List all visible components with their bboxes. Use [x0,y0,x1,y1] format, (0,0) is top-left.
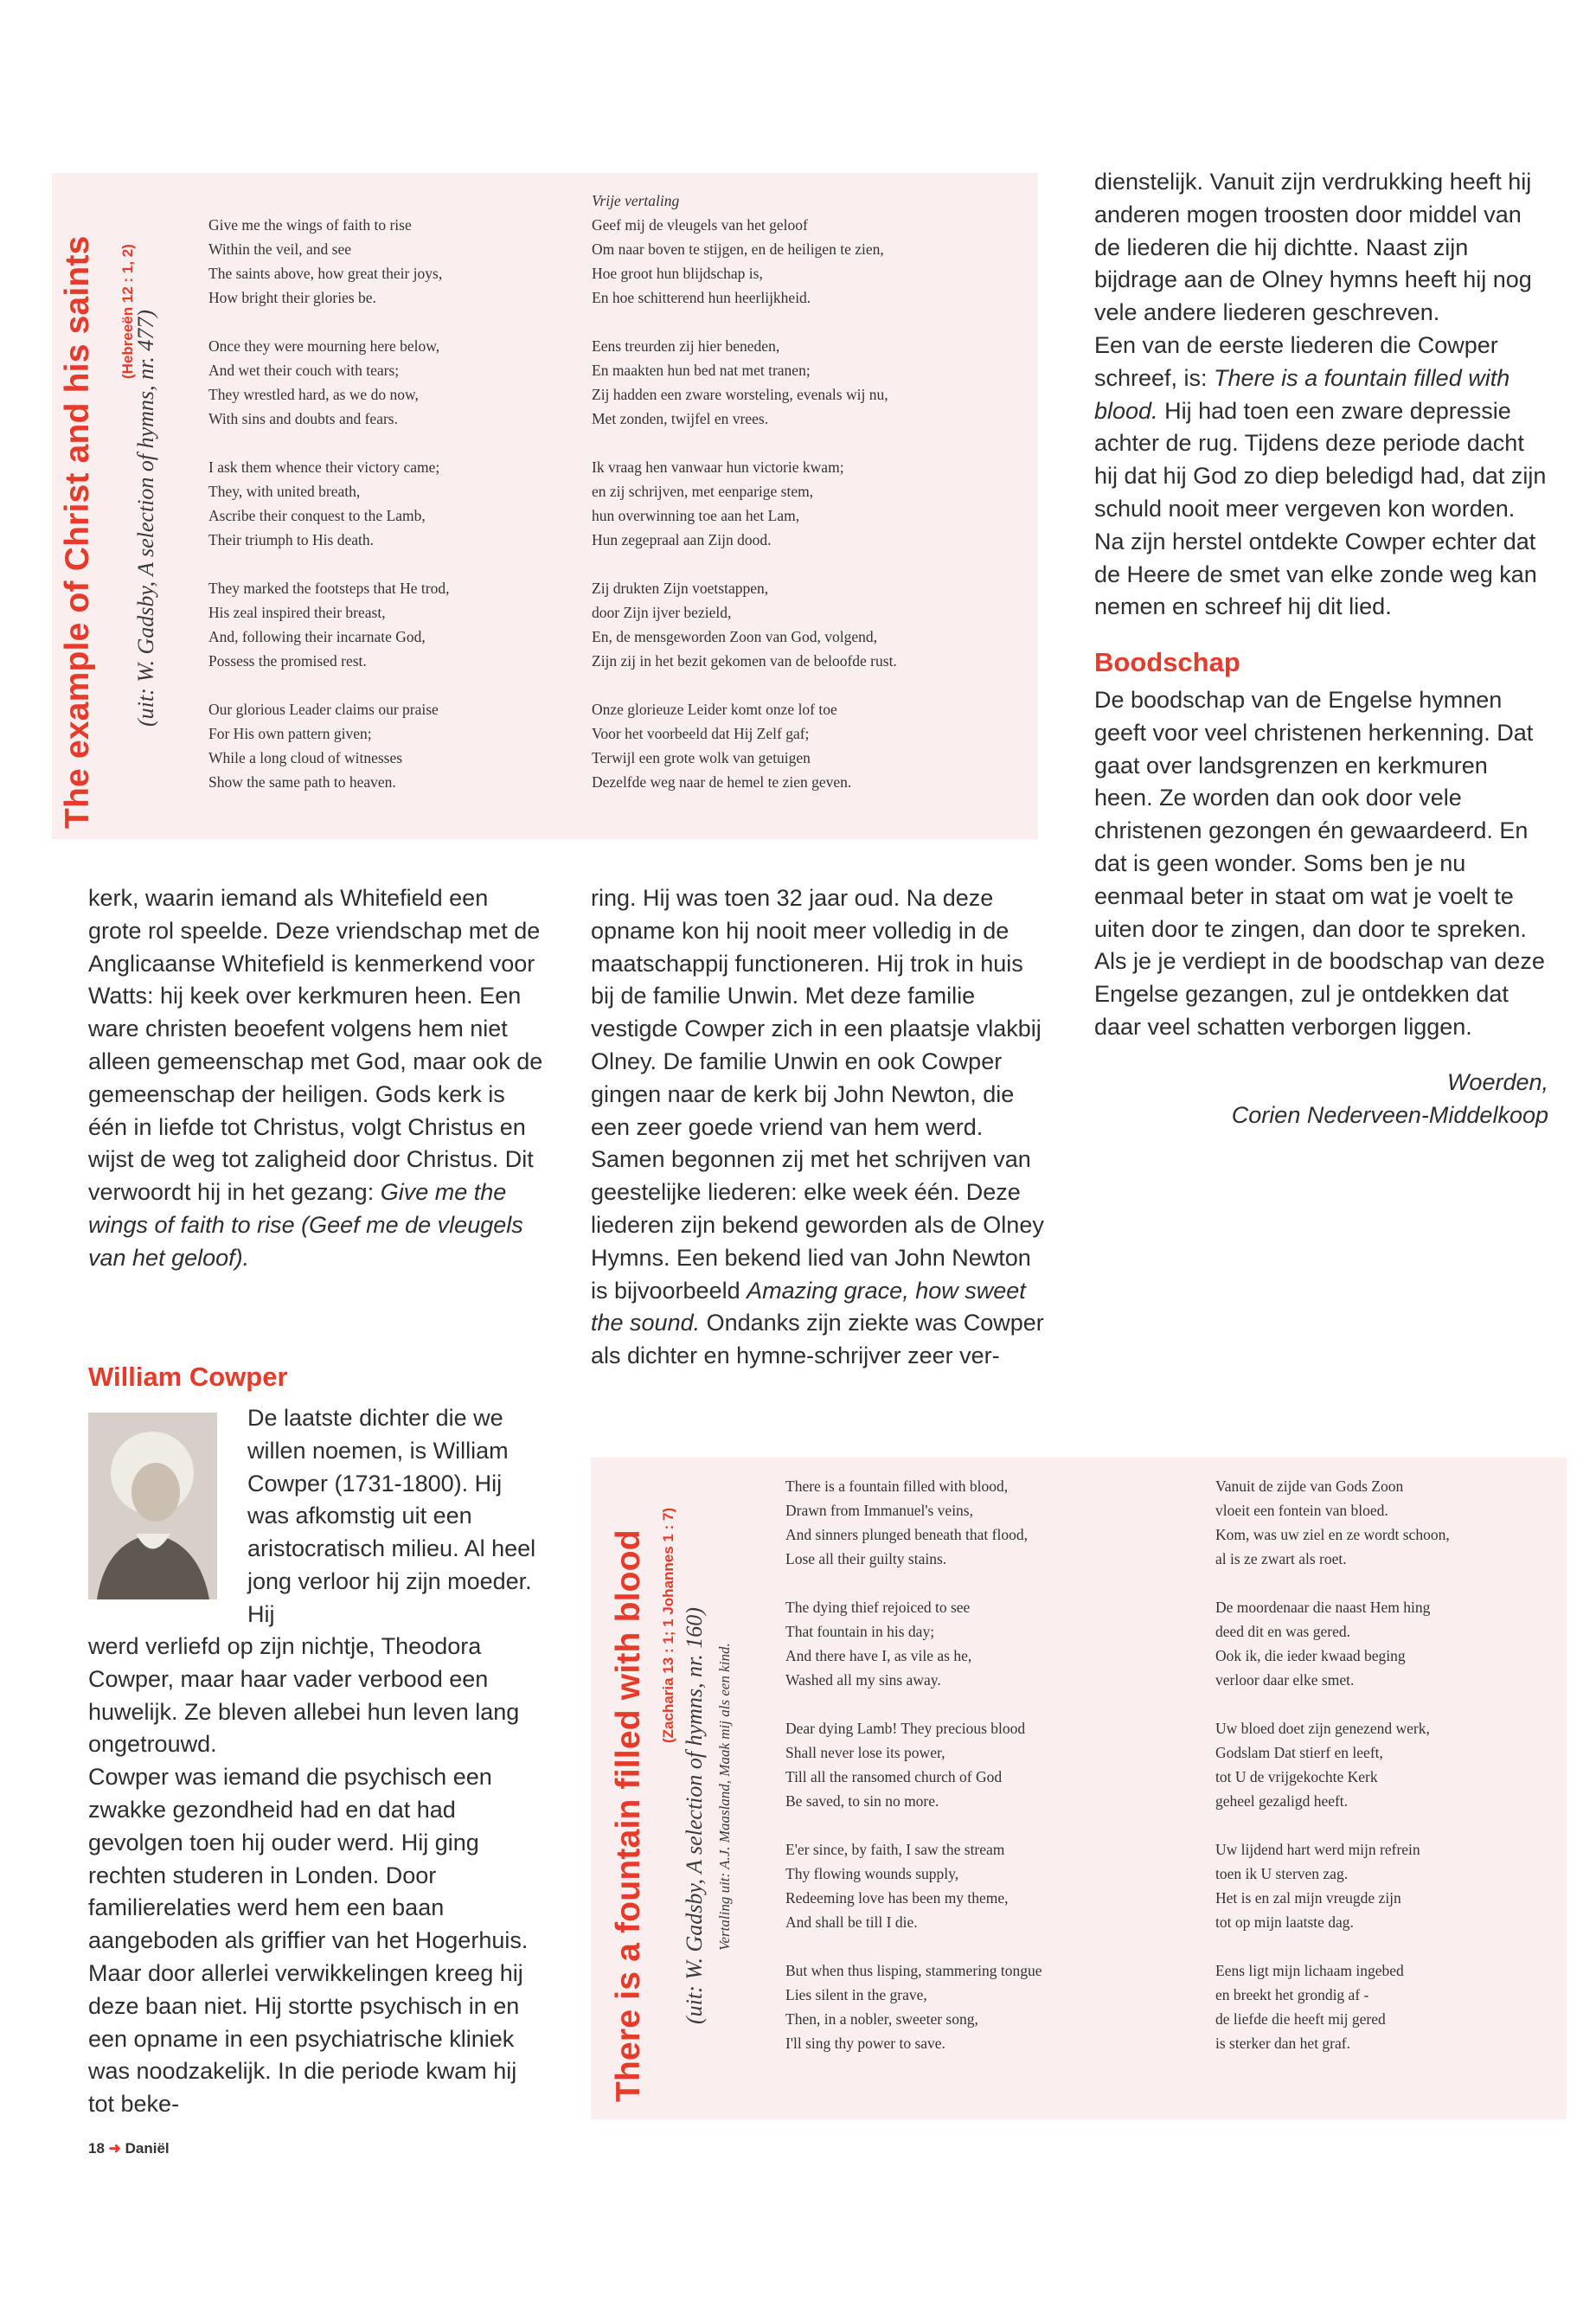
verse-line: Thy flowing wounds supply, [785,1865,959,1882]
verse-line: Vanuit de zijde van Gods Zoon [1215,1477,1404,1495]
stanza [785,1716,1149,1813]
column-3-top [1094,166,1548,1131]
stanza [592,576,998,673]
verse-line: Zij hadden een zware worsteling, evenals wij nu, [592,386,888,403]
verse-line: tot U de vrijgekochte Kerk [1215,1768,1378,1785]
verse-line: How bright their glories be. [208,289,376,306]
verse-line: En, de mensgeworden Zoon van God, volgend, [592,628,877,645]
col3-paragraph-2 [1094,330,1548,624]
translation-label: Vrije vertaling [592,192,680,209]
magazine-name: Daniël [125,2140,170,2157]
verse-line: For His own pattern given; [208,725,372,742]
page-footer [88,2140,170,2157]
col3-text-a: Een van de eerste liederen die Cowper schreef, is: [1094,331,1498,391]
col3-text-b: Hij had toen een zware depressie achter de rug. Tijdens deze periode dacht hij dat hij God zo diep beledigd had, dat zijn schuld nooit meer vergeven kon worden. Na zijn herstel ontdekte Cowper echter dat de Heere de smet van elke zonde weg kan nemen en schreef hij dit lied. [1094,397,1547,620]
col1-text: kerk, waarin iemand als Whitefield een grote rol speelde. Deze vriendschap met de Anglicaanse Whitefield is kenmerkend voor Watts: hij keek over kerkmuren heen. Een ware christen beoefent volgens hem niet alleen gemeenschap met God, maar ook de gemeenschap der heiligen. Gods kerk is één in liefde tot Christus, volgt Christus en wijst de weg tot zaligheid door Christus. Dit verwoordt hij in het gezang: [88,885,543,1206]
verse-line: Dezelfde weg naar de hemel te zien geven. [592,773,852,791]
hymn-box-title: The example of Christ and his saints [59,235,96,829]
verse-line: His zeal inspired their breast, [208,604,386,621]
verse-line: Om naar boven te stijgen, en de heiligen te zien, [592,240,884,258]
verse-line: Shall never lose its power, [785,1744,945,1761]
stanza [208,334,554,431]
verse-line: Ook ik, die ieder kwaad beging [1215,1647,1406,1664]
hymn-box-reference: (Hebreeën 12 : 1, 2) [119,244,136,379]
stanza [592,213,998,310]
stanza [592,455,998,552]
verse-line: But when thus lisping, stammering tongue [785,1962,1042,1979]
verse-line: Give me the wings of faith to rise [208,216,412,234]
verse-line: De moordenaar die naast Hem hing [1215,1599,1431,1616]
verse-line: E'er since, by faith, I saw the stream [785,1841,1005,1858]
stanza [785,1474,1149,1571]
verse-line: tot op mijn laatste dag. [1215,1913,1354,1931]
verse-line: The dying thief rejoiced to see [785,1599,971,1616]
verse-line: While a long cloud of witnesses [208,749,403,766]
verse-line: Then, in a nobler, sweeter song, [785,2010,978,2028]
verse-line: Terwijl een grote wolk van getuigen [592,749,811,766]
verse-line: Be saved, to sin no more. [785,1792,939,1810]
verse-line: Ascribe their conquest to the Lamb, [208,507,426,524]
verse-line: verloor daar elke smet. [1215,1671,1355,1689]
verse-line: Drawn from Immanuel's veins, [785,1502,973,1519]
verse-line: Show the same path to heaven. [208,773,396,791]
verse-line: Redeeming love has been my theme, [785,1889,1009,1907]
signature-place: Woerden, [1446,1068,1548,1095]
stanza [785,1958,1149,2055]
verse-line: Zijn zij in het bezit gekomen van de beloofde rust. [592,652,897,670]
verse-line: deed dit en was gered. [1215,1623,1350,1640]
verse-line: Eens treurden zij hier beneden, [592,337,780,355]
cowper-intro: De laatste dichter die we willen noemen, is William Cowper (1731-1800). Hij was afkomstig uit een aristocratisch milieu. Al heel jong verloor hij zijn moeder. Hij [247,1405,536,1627]
verse-line: I'll sing thy power to save. [785,2035,945,2052]
hymn-box-2-reference: (Zacharia 13 : 1; 1 Johannes 1 : 7) [660,1507,676,1743]
col2-text-b: Ondanks zijn ziekte was Cowper als dichter en hymne-schrijver zeer ver- [591,1310,1044,1369]
hymn-box-2-title: There is a fountain filled with blood [610,1529,647,2102]
stanza [208,576,554,673]
verse-line: With sins and doubts and fears. [208,410,398,427]
cowper-continuation: werd verliefd op zijn nichtje, Theodora Cowper, maar haar vader verbood een huwelijk. Ze bleven allebei hun leven lang ongetrouwd. [88,1633,520,1758]
verse-line: Washed all my sins away. [785,1671,941,1689]
box2-dutch-verses [1215,1474,1561,2080]
verse-line: door Zijn ijver bezield, [592,604,732,621]
verse-line: Uw bloed doet zijn genezend werk, [1215,1720,1430,1737]
verse-line: That fountain in his day; [785,1623,935,1640]
verse-line: Eens ligt mijn lichaam ingebed [1215,1962,1404,1979]
hymn-box-2-source: (uit: W. Gadsby, A selection of hymns, nr. 160) [682,1607,707,2024]
signature [1094,1067,1548,1132]
signature-name: Corien Nederveen-Middelkoop [1231,1101,1548,1128]
verse-line: Geef mij de vleugels van het geloof [592,216,808,234]
verse-line: I ask them whence their victory came; [208,458,440,476]
verse-line: Uw lijdend hart werd mijn refrein [1215,1841,1420,1858]
column-1 [88,882,547,1275]
col2-text-a: ring. Hij was toen 32 jaar oud. Na deze opname kon hij nooit meer volledig in de maatschappij functioneren. Hij trok in huis bij de familie Unwin. Met deze familie vestigde Cowper zich in een plaatsje vlakbij Olney. De familie Unwin en ook Cowper gingen naar de kerk bij John Newton, die een zeer goede vriend van hem werd. Samen begonnen zij met het schrijven van geestelijke liederen: elke week één. Deze liederen zijn bekend geworden als de Olney Hymns. Een bekend lied van John Newton is bijvoorbeeld [591,885,1044,1304]
verse-line: And shall be till I die. [785,1913,918,1931]
col3-paragraph-1: dienstelijk. Vanuit zijn verdrukking heeft hij anderen mogen troosten door middel van de liederen die hij dichtte. Naast zijn bijdrage aan de Olney hymns heeft hij nog vele andere liederen geschreven. [1094,169,1532,326]
stanza [1215,1958,1561,2055]
verse-line: And, following their incarnate God, [208,628,426,645]
stanza [592,697,998,794]
verse-line: geheel gezaligd heeft. [1215,1792,1349,1810]
verse-line: Our glorious Leader claims our praise [208,701,439,718]
cowper-paragraph-2: Cowper was iemand die psychisch een zwakke gezondheid had en dat had gevolgen toen hij ouder werd. Hij ging rechten studeren in Londen. Door familierelaties werd hem een baan aangeboden als griffier van het Hogerhuis. Maar door allerlei verwikkelingen kreeg hij deze baan niet. Hij stortte psychisch in en een opname in een psychiatrische kliniek was noodzakelijk. In die periode kwam hij tot beke- [88,1764,529,2118]
verse-line: Within the veil, and see [208,240,352,258]
cowper-heading: William Cowper [88,1362,288,1392]
verse-line: And wet their couch with tears; [208,362,400,379]
col2-paragraph [591,882,1049,1373]
verse-line: hun overwinning toe aan het Lam, [592,507,800,524]
verse-line: The saints above, how great their joys, [208,265,443,282]
stanza [1215,1474,1561,1571]
box2-english-verses [785,1474,1149,2080]
column-2 [591,882,1049,1373]
verse-line: They wrestled hard, as we do now, [208,386,419,403]
col3-song-title: There is a fountain filled with blood. [1094,364,1510,424]
verse-line: En maakten hun bed nat met tranen; [592,362,811,379]
verse-line: Hun zegepraal aan Zijn dood. [592,531,772,548]
verse-line: Zij drukten Zijn voetstappen, [592,580,769,597]
verse-line: Dear dying Lamb! They precious blood [785,1720,1026,1737]
portrait-image [88,1413,217,1599]
verse-line: toen ik U sterven zag. [1215,1865,1349,1882]
stanza [785,1837,1149,1934]
verse-line: Ik vraag hen vanwaar hun victorie kwam; [592,458,844,476]
verse-line: Het is en zal mijn vreugde zijn [1215,1889,1401,1907]
col1-paragraph-1 [88,882,547,1275]
verse-line: is sterker dan het graf. [1215,2035,1350,2052]
dutch-verse-list [592,213,998,794]
stanza [208,455,554,552]
verse-line: And there have I, as vile as he, [785,1647,972,1664]
verse-line: And sinners plunged beneath that flood, [785,1526,1028,1543]
verse-line: Met zonden, twijfel en vrees. [592,410,769,427]
stanza [1215,1595,1561,1692]
stanza [208,213,554,310]
verse-line: Hoe groot hun blijdschap is, [592,265,763,282]
verse-line: Once they were mourning here below, [208,337,440,355]
hymn-box-2-translation-credit: Vertaling uit: A.J. Maasland, Maak mij als een kind. [716,1643,733,1951]
verse-line: Kom, was uw ziel en ze wordt schoon, [1215,1526,1450,1543]
verse-line: Voor het voorbeeld dat Hij Zelf gaf; [592,725,810,742]
verse-line: de liefde die heeft mij gered [1215,2010,1386,2028]
verse-line: They marked the footsteps that He trod, [208,580,450,597]
verse-line: Lose all their guilty stains. [785,1550,947,1567]
verse-line: Onze glorieuze Leider komt onze lof toe [592,701,837,718]
column-1-bottom [88,1631,547,2121]
verse-line: Till all the ransomed church of God [785,1768,1003,1785]
stanza [592,334,998,431]
boodschap-paragraph: De boodschap van de Engelse hymnen geeft voor veel christenen herkenning. Dat gaat over landsgrenzen en kerkmuren heen. Ze worden dan ook door vele christenen gezongen én gewaardeerd. En dat is geen wonder. Soms ben je nu eenmaal beter in staat om wat je voelt te uiten door te zingen, dan door te spreken. Als je je verdiept in de boodschap van deze Engelse gezangen, zul je ontdekken dat daar veel schatten verborgen liggen. [1094,686,1545,1040]
verse-line: Godslam Dat stierf en leeft, [1215,1744,1383,1761]
cowper-portrait [88,1413,217,1599]
arrow-icon: ➜ [108,2140,121,2157]
verse-line: Possess the promised rest. [208,652,367,670]
verse-line: en breekt het grondig af - [1215,1986,1369,2003]
hymn-box-source: (uit: W. Gadsby, A selection of hymns, nr. 477) [133,310,158,727]
col1-song-title: Give me the wings of faith to rise (Geef me de vleugels van het geloof). [88,1179,523,1271]
boodschap-heading: Boodschap [1094,647,1240,678]
stanza [208,697,554,794]
stanza [1215,1837,1561,1934]
stanza [785,1595,1149,1692]
col2-song-title: Amazing grace, how sweet the sound. [591,1277,1026,1336]
english-verses [208,213,554,818]
verse-line: En hoe schitterend hun heerlijkheid. [592,289,811,306]
verse-line: vloeit een fontein van bloed. [1215,1502,1388,1519]
verse-line: en zij schrijven, met eenparige stem, [592,483,814,500]
verse-line: Lies silent in the grave, [785,1986,927,2003]
verse-line: al is ze zwart als roet. [1215,1550,1347,1567]
dutch-verses [592,189,998,818]
stanza [1215,1716,1561,1813]
page-number: 18 [88,2140,105,2157]
verse-line: They, with united breath, [208,483,361,500]
verse-line: There is a fountain filled with blood, [785,1477,1009,1495]
verse-line: Their triumph to His death. [208,531,375,548]
